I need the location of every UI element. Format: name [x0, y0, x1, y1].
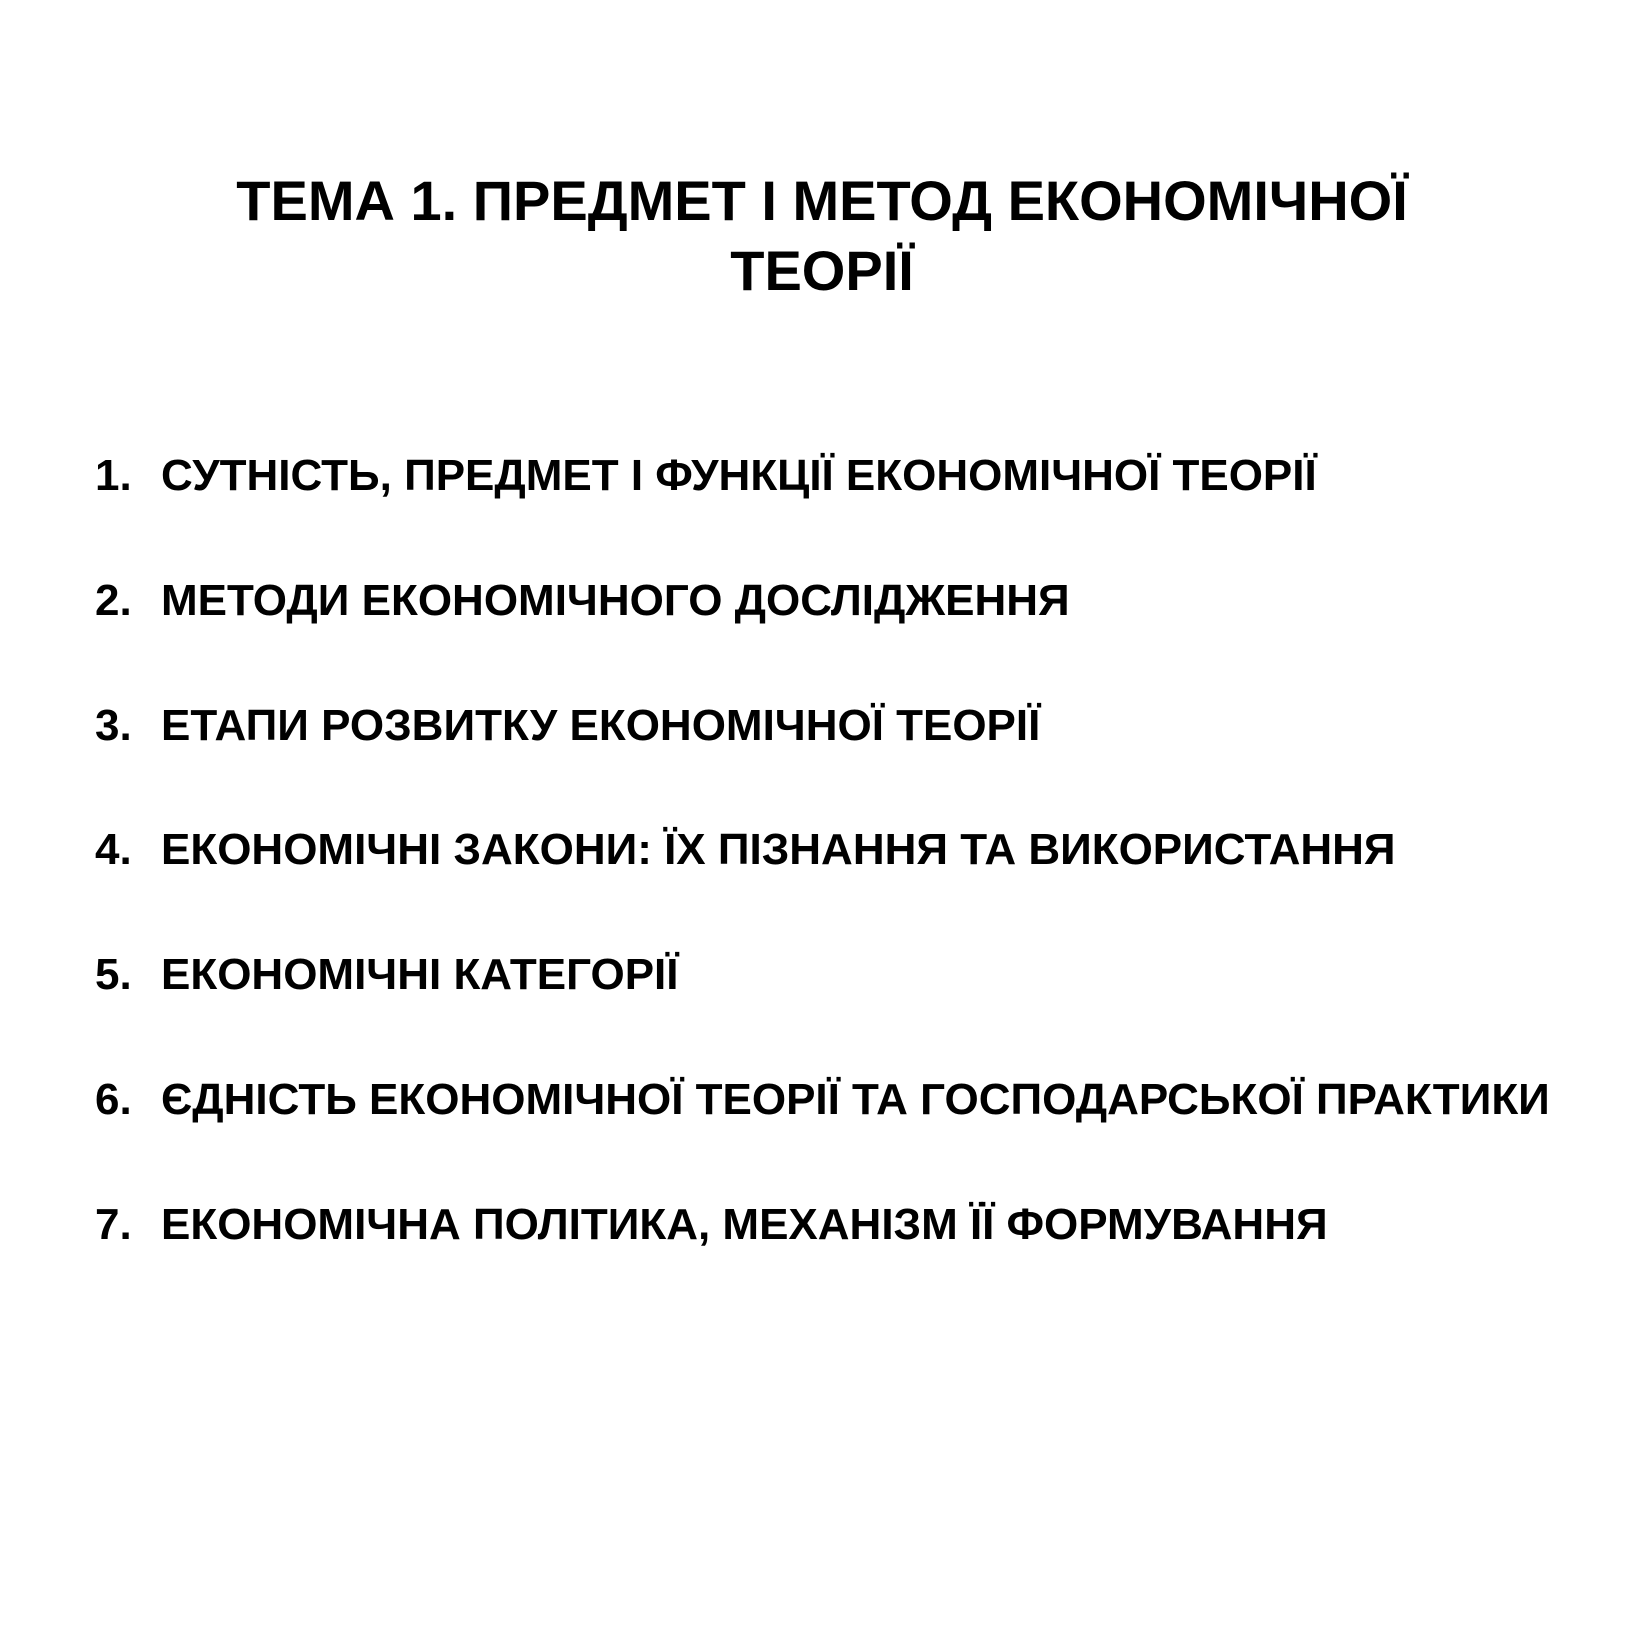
- item-number: 7.: [95, 1199, 132, 1249]
- item-text: ЕКОНОМІЧНІ КАТЕГОРІЇ: [161, 950, 679, 1000]
- item-text: СУТНІСТЬ, ПРЕДМЕТ І ФУНКЦІЇ ЕКОНОМІЧНОЇ ТЕОРІЇ: [161, 451, 1317, 500]
- item-number: 6.: [95, 1074, 132, 1124]
- item-text: ЕКОНОМІЧНІ ЗАКОНИ: ЇХ ПІЗНАННЯ ТА ВИКОРИСТАННЯ: [161, 825, 1396, 875]
- title-line-1: ТЕМА 1. ПРЕДМЕТ І МЕТОД ЕКОНОМІЧНОЇ: [236, 169, 1408, 232]
- item-number: 5.: [95, 950, 132, 1000]
- item-number: 4.: [95, 825, 132, 875]
- item-number: 1.: [95, 451, 132, 500]
- item-text: МЕТОДИ ЕКОНОМІЧНОГО ДОСЛІДЖЕННЯ: [161, 575, 1070, 625]
- item-number: 2.: [95, 575, 132, 625]
- item-text: ЕТАПИ РОЗВИТКУ ЕКОНОМІЧНОЇ ТЕОРІЇ: [161, 700, 1041, 750]
- item-number: 3.: [95, 700, 132, 750]
- item-text: ЄДНІСТЬ ЕКОНОМІЧНОЇ ТЕОРІЇ ТА ГОСПОДАРСЬКОЇ ПРАКТИКИ: [161, 1074, 1550, 1124]
- page-title: [0, 166, 1644, 306]
- title-line-2: ТЕОРІЇ: [730, 239, 914, 302]
- item-text: ЕКОНОМІЧНА ПОЛІТИКА, МЕХАНІЗМ ЇЇ ФОРМУВАННЯ: [161, 1199, 1328, 1249]
